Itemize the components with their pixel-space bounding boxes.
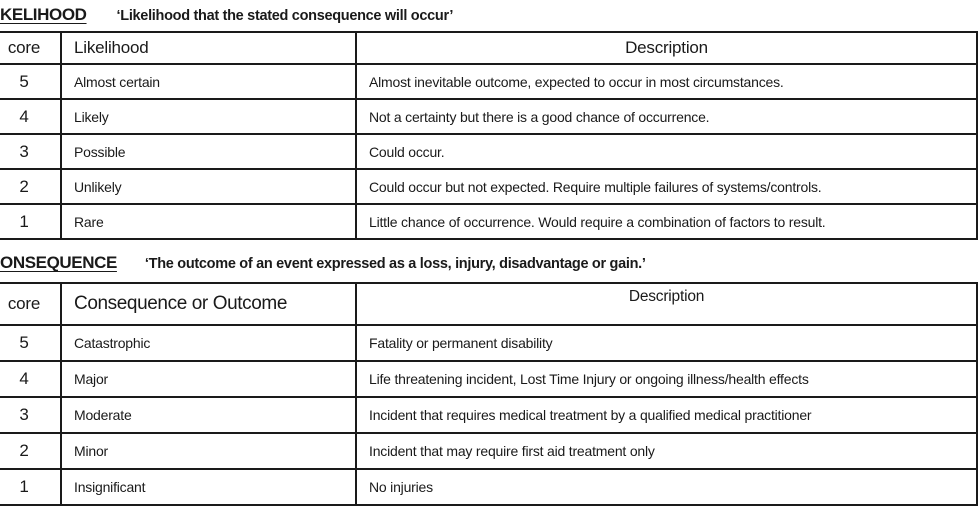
description-cell: No injuries [355, 470, 976, 504]
description-cell: Almost inevitable outcome, expected to occur in most circumstances. [355, 65, 976, 98]
description-cell: Incident that may require first aid treatment only [355, 434, 976, 468]
description-cell: Fatality or permanent disability [355, 326, 976, 360]
likelihood-section-title: KELIHOOD [0, 5, 87, 24]
likelihood-cell: Almost certain [60, 65, 355, 98]
score-cell: 1 [19, 211, 29, 231]
likelihood-section-quote: ‘Likelihood that the stated consequence will occur’ [116, 8, 454, 24]
description-cell: Could occur. [355, 135, 976, 168]
likelihood-cell: Likely [60, 100, 355, 133]
score-column-header: core [7, 38, 41, 57]
description-cell: Could occur but not expected. Require multiple failures of systems/controls. [355, 170, 976, 203]
likelihood-cell: Possible [60, 135, 355, 168]
likelihood-table-header-row [0, 33, 976, 63]
consequence-cell: Catastrophic [60, 326, 355, 360]
description-cell: Little chance of occurrence. Would require a combination of factors to result. [355, 205, 976, 238]
score-cell: 3 [19, 141, 29, 161]
consequence-table [0, 282, 978, 506]
score-cell: 5 [19, 333, 29, 352]
table-row [0, 324, 976, 360]
table-row [0, 432, 976, 468]
score-cell: 4 [19, 369, 29, 388]
description-cell: Incident that requires medical treatment by a qualified medical practitioner [355, 398, 976, 432]
score-cell: 2 [19, 441, 29, 460]
consequence-column-header: Consequence or Outcome [60, 284, 355, 324]
consequence-table-header-row [0, 284, 976, 324]
table-row [0, 468, 976, 504]
score-column-header: core [7, 294, 41, 313]
table-row [0, 396, 976, 432]
likelihood-column-header: Likelihood [60, 33, 355, 63]
consequence-section-title: ONSEQUENCE [0, 253, 117, 272]
consequence-cell: Insignificant [60, 470, 355, 504]
consequence-section-quote: ‘The outcome of an event expressed as a loss, injury, disadvantage or gain.’ [144, 256, 646, 272]
score-cell: 3 [19, 405, 29, 424]
description-cell: Life threatening incident, Lost Time Injury or ongoing illness/health effects [355, 362, 976, 396]
table-row [0, 133, 976, 168]
description-column-header: Description [355, 284, 976, 324]
likelihood-table [0, 31, 978, 240]
consequence-cell: Minor [60, 434, 355, 468]
table-row [0, 203, 976, 238]
table-row [0, 168, 976, 203]
score-cell: 5 [19, 71, 29, 91]
table-row [0, 360, 976, 396]
consequence-section-header [0, 253, 646, 273]
score-cell: 2 [19, 176, 29, 196]
table-row [0, 63, 976, 98]
table-row [0, 98, 976, 133]
consequence-cell: Major [60, 362, 355, 396]
consequence-cell: Moderate [60, 398, 355, 432]
score-cell: 4 [19, 106, 29, 126]
score-cell: 1 [19, 477, 29, 496]
likelihood-cell: Unlikely [60, 170, 355, 203]
likelihood-cell: Rare [60, 205, 355, 238]
description-cell: Not a certainty but there is a good chance of occurrence. [355, 100, 976, 133]
description-column-header: Description [355, 33, 976, 63]
likelihood-section-header [0, 5, 453, 25]
